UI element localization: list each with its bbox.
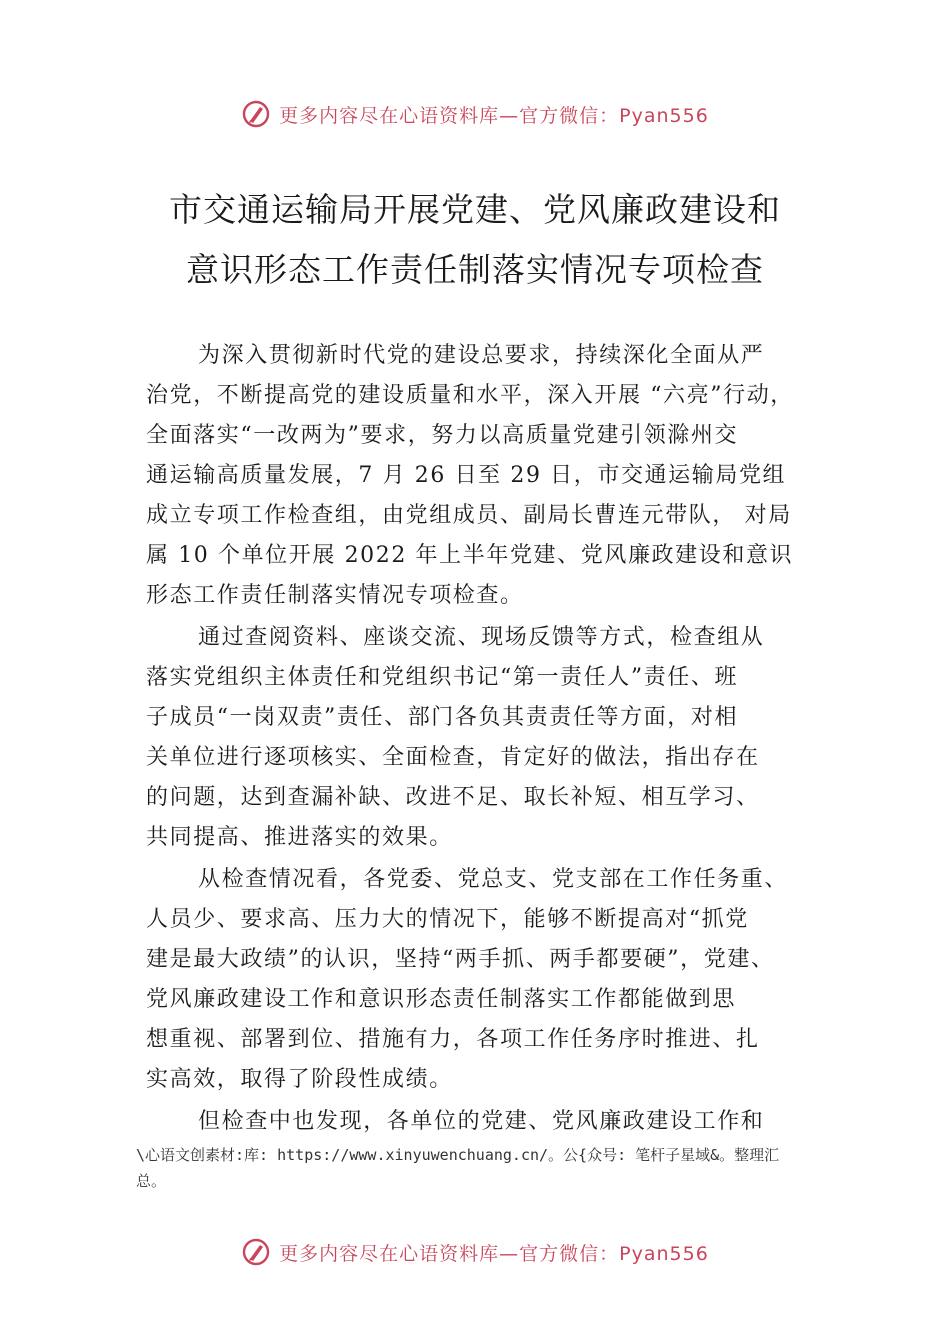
bottom-banner xyxy=(0,1232,950,1272)
paragraph-1-line-7: 形态工作责任制落实情况专项检查。 xyxy=(146,583,524,608)
paragraph-1-line-4: 通运输高质量发展，7 月 26 日至 29 日，市交通运输局党组 xyxy=(146,463,787,488)
paragraph-3-line-6: 实高效，取得了阶段性成绩。 xyxy=(146,1067,453,1092)
paragraph-2-line-6: 共同提高、推进落实的效果。 xyxy=(146,825,453,850)
top-banner xyxy=(0,94,950,134)
paragraph-1-line-6: 属 10 个单位开展 2022 年上半年党建、党风廉政建设和意识 xyxy=(146,543,794,568)
paragraph-3-line-3: 建是最大政绩”的认识，坚持“两手抓、两手都要硬”，党建、 xyxy=(146,947,775,972)
source-note-line-2: 总。 xyxy=(136,1172,167,1190)
paragraph-1-line-3: 全面落实“一改两为”要求，努力以高质量党建引领滁州交 xyxy=(146,423,739,448)
paragraph-2-line-4: 关单位进行逐项核实、全面检查，肯定好的做法，指出存在 xyxy=(146,745,760,770)
paragraph-1-line-5: 成立专项工作检查组，由党组成员、副局长曹连元带队， 对局 xyxy=(146,503,792,528)
paragraph-2-line-1: 通过查阅资料、座谈交流、现场反馈等方式，检查组从 xyxy=(198,625,765,650)
paragraph-2-line-3: 子成员“一岗双责”责任、部门各负其责责任等方面，对相 xyxy=(146,705,739,730)
paragraph-3-line-1: 从检查情况看，各党委、党总支、党支部在工作任务重、 xyxy=(198,867,789,892)
brush-pen-logo-icon xyxy=(241,99,271,129)
paragraph-2-line-2: 落实党组织主体责任和党组织书记“第一责任人”责任、班 xyxy=(146,665,739,690)
banner-text: 更多内容尽在心语资料库—官方微信：Pyan556 xyxy=(279,104,709,127)
paragraph-3-line-5: 想重视、部署到位、措施有力，各项工作任务序时推进、扎 xyxy=(146,1027,760,1052)
paragraph-2-line-5: 的问题，达到查漏补缺、改进不足、取长补短、相互学习、 xyxy=(146,785,760,810)
source-note-line-1: \心语文创素材:库: https://www.xinyuwenchuang.cn/。公{众号: 笔杆子星域&。整理汇 xyxy=(136,1146,780,1164)
paragraph-1-line-1: 为深入贯彻新时代党的建设总要求，持续深化全面从严 xyxy=(198,343,765,368)
page-title-line-2: 意识形态工作责任制落实情况专项检查 xyxy=(186,250,764,289)
brush-pen-logo-icon xyxy=(241,1237,271,1267)
paragraph-1-line-2: 治党，不断提高党的建设质量和水平，深入开展 “六亮”行动， xyxy=(146,383,794,408)
paragraph-3-line-4: 党风廉政建设工作和意识形态责任制落实工作都能做到思 xyxy=(146,987,737,1012)
page-title-line-1: 市交通运输局开展党建、党风廉政建设和 xyxy=(169,190,781,229)
banner-text: 更多内容尽在心语资料库—官方微信：Pyan556 xyxy=(279,1242,709,1265)
paragraph-3-line-2: 人员少、要求高、压力大的情况下，能够不断提高对“抓党 xyxy=(146,907,749,932)
source-note xyxy=(136,1142,826,1194)
paragraph-4-line-1: 但检查中也发现，各单位的党建、党风廉政建设工作和 xyxy=(198,1109,765,1134)
